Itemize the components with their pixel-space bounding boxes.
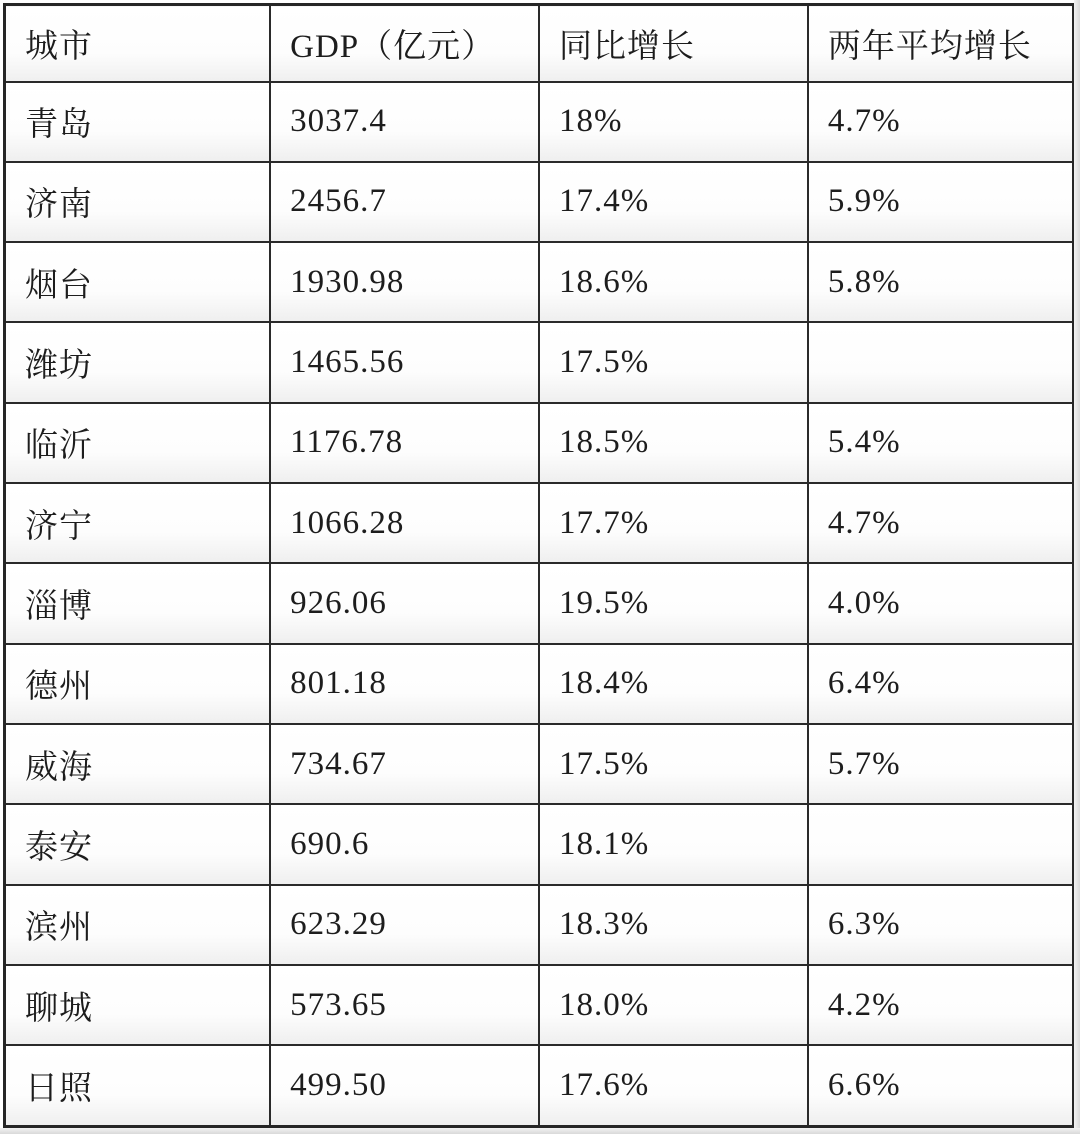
cell-avg2: 4.7% [808, 483, 1074, 563]
cell-city: 临沂 [5, 403, 271, 483]
cell-avg2: 5.9% [808, 162, 1074, 242]
cell-avg2: 6.3% [808, 885, 1074, 965]
cell-gdp: 690.6 [270, 804, 539, 884]
cell-city: 烟台 [5, 242, 271, 322]
cell-gdp: 1930.98 [270, 242, 539, 322]
column-header-city: 城市 [5, 5, 271, 82]
cell-gdp: 926.06 [270, 563, 539, 643]
cell-city: 滨州 [5, 885, 271, 965]
column-header-yoy: 同比增长 [539, 5, 808, 82]
cell-gdp: 1176.78 [270, 403, 539, 483]
right-edge-shade [1074, 0, 1080, 1134]
column-header-gdp: GDP（亿元） [270, 5, 539, 82]
table-row [5, 242, 1074, 322]
cell-city: 日照 [5, 1045, 271, 1126]
cell-gdp: 499.50 [270, 1045, 539, 1126]
cell-city: 淄博 [5, 563, 271, 643]
table-header [5, 5, 1074, 82]
bottom-edge-shade [0, 1128, 1080, 1134]
cell-yoy: 18.5% [539, 403, 808, 483]
cell-city: 济宁 [5, 483, 271, 563]
table-body [5, 82, 1074, 1127]
cell-yoy: 17.7% [539, 483, 808, 563]
cell-yoy: 17.6% [539, 1045, 808, 1126]
cell-avg2 [808, 804, 1074, 884]
cell-gdp: 1066.28 [270, 483, 539, 563]
cell-city: 德州 [5, 644, 271, 724]
cell-avg2: 6.4% [808, 644, 1074, 724]
cell-avg2: 6.6% [808, 1045, 1074, 1126]
cell-yoy: 17.4% [539, 162, 808, 242]
gdp-table [3, 3, 1075, 1128]
cell-avg2: 5.7% [808, 724, 1074, 804]
cell-gdp: 734.67 [270, 724, 539, 804]
cell-yoy: 18.3% [539, 885, 808, 965]
cell-yoy: 18.4% [539, 644, 808, 724]
cell-yoy: 19.5% [539, 563, 808, 643]
cell-yoy: 18.6% [539, 242, 808, 322]
header-row [5, 5, 1074, 82]
cell-gdp: 801.18 [270, 644, 539, 724]
cell-gdp: 3037.4 [270, 82, 539, 162]
cell-city: 潍坊 [5, 322, 271, 402]
cell-yoy: 17.5% [539, 322, 808, 402]
cell-avg2: 4.7% [808, 82, 1074, 162]
cell-gdp: 623.29 [270, 885, 539, 965]
table-row [5, 885, 1074, 965]
cell-yoy: 18% [539, 82, 808, 162]
cell-avg2 [808, 322, 1074, 402]
cell-yoy: 18.1% [539, 804, 808, 884]
table-row [5, 322, 1074, 402]
cell-gdp: 573.65 [270, 965, 539, 1045]
table-row [5, 82, 1074, 162]
table-row [5, 724, 1074, 804]
table-row [5, 644, 1074, 724]
cell-yoy: 17.5% [539, 724, 808, 804]
cell-avg2: 4.0% [808, 563, 1074, 643]
cell-avg2: 4.2% [808, 965, 1074, 1045]
cell-city: 聊城 [5, 965, 271, 1045]
table-row [5, 1045, 1074, 1126]
table-row [5, 162, 1074, 242]
cell-gdp: 1465.56 [270, 322, 539, 402]
cell-city: 青岛 [5, 82, 271, 162]
table-row [5, 804, 1074, 884]
cell-city: 济南 [5, 162, 271, 242]
cell-avg2: 5.8% [808, 242, 1074, 322]
table-row [5, 965, 1074, 1045]
cell-yoy: 18.0% [539, 965, 808, 1045]
cell-gdp: 2456.7 [270, 162, 539, 242]
table-row [5, 563, 1074, 643]
cell-city: 威海 [5, 724, 271, 804]
column-header-avg2: 两年平均增长 [808, 5, 1074, 82]
table-row [5, 403, 1074, 483]
table-row [5, 483, 1074, 563]
cell-city: 泰安 [5, 804, 271, 884]
cell-avg2: 5.4% [808, 403, 1074, 483]
